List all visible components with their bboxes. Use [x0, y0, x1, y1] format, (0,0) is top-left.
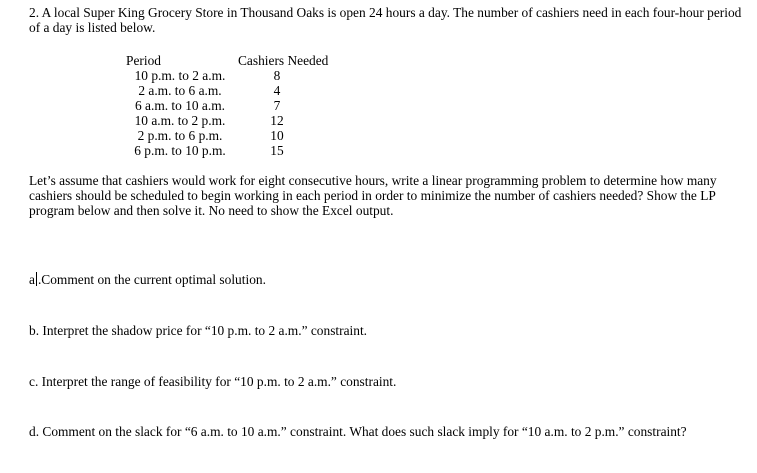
question-a-text: .Comment on the current optimal solution. [37, 272, 266, 287]
header-period: Period [126, 53, 161, 68]
row-period: 6 a.m. to 10 a.m. [134, 98, 225, 113]
row-needed: 10 [270, 128, 284, 143]
problem-intro: 2. A local Super King Grocery Store in Thousand Oaks is open 24 hours a day. The number of cashiers need in each four-hour period of a day is listed below. [29, 5, 742, 35]
question-a[interactable] [29, 272, 749, 287]
row-needed: 15 [270, 143, 284, 158]
row-period: 6 p.m. to 10 p.m. [134, 143, 226, 158]
row-period: 10 p.m. to 2 a.m. [134, 68, 226, 83]
text-cursor [36, 272, 37, 286]
row-period: 10 a.m. to 2 p.m. [134, 113, 226, 128]
row-needed: 7 [273, 98, 281, 113]
problem-paragraph: Let’s assume that cashiers would work for eight consecutive hours, write a linear programming problem to determine how many cashiers should be scheduled to begin working in each period in order to minimize the number of cashiers needed? Show the LP program below and then solve it. No need to show the Excel output. [29, 173, 717, 218]
row-period: 2 a.m. to 6 a.m. [138, 83, 222, 98]
row-needed: 8 [273, 68, 281, 83]
header-cashiers-needed: Cashiers Needed [238, 53, 329, 68]
row-period: 2 p.m. to 6 p.m. [137, 128, 223, 143]
row-needed: 12 [270, 113, 284, 128]
question-d: d. Comment on the slack for “6 a.m. to 10 a.m.” constraint. What does such slack imply for “10 a.m. to 2 p.m.” constraint? [29, 424, 687, 439]
question-a-prefix: a [29, 272, 35, 287]
question-c: c. Interpret the range of feasibility for “10 p.m. to 2 a.m.” constraint. [29, 374, 397, 389]
question-b: b. Interpret the shadow price for “10 p.m. to 2 a.m.” constraint. [29, 323, 368, 338]
row-needed: 4 [273, 83, 281, 98]
